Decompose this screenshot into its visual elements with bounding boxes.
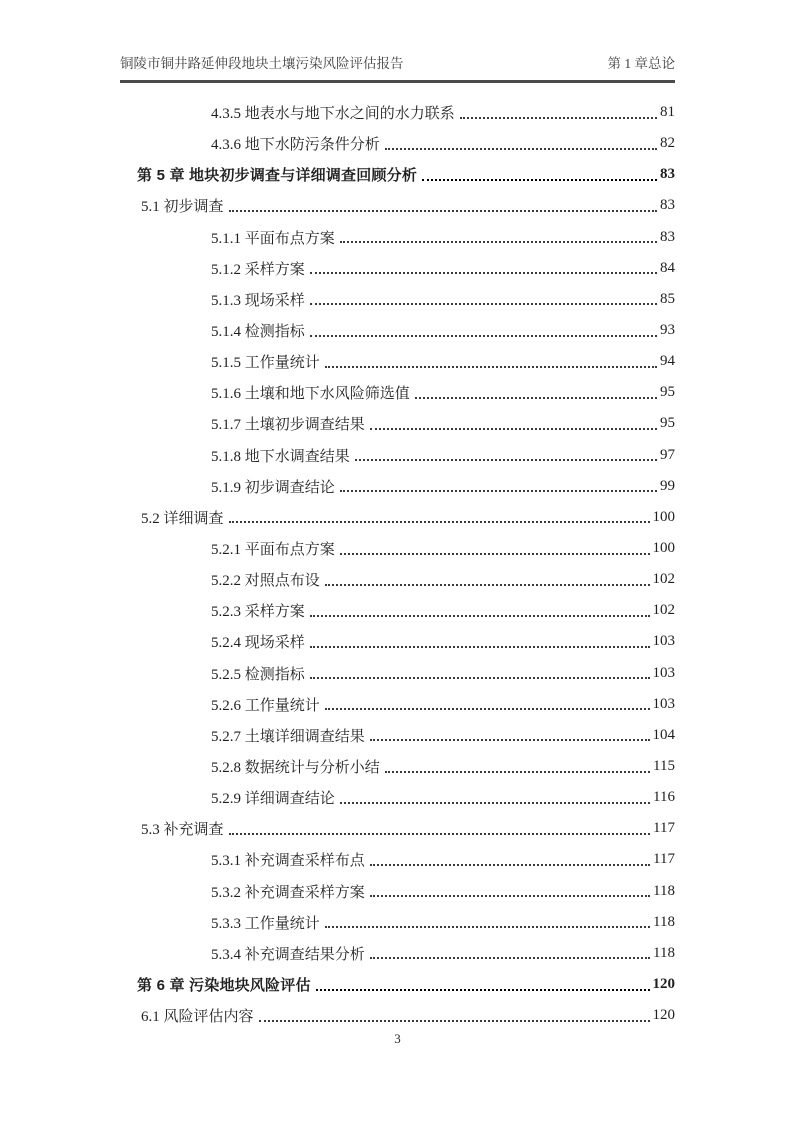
toc-entry-label: 5.1.3 现场采样 <box>211 292 305 309</box>
toc-entry[interactable] <box>120 626 675 657</box>
dot-leader <box>229 210 657 212</box>
toc-entry-label: 5.1.8 地下水调查结果 <box>211 448 350 465</box>
toc-entry-label: 5.2.2 对照点布设 <box>211 573 320 590</box>
toc-entry-label: 5.2.6 工作量统计 <box>211 697 320 714</box>
toc-entry[interactable] <box>120 253 675 284</box>
toc-entry-label: 第 6 章 污染地块风险评估 <box>137 977 311 994</box>
dot-leader <box>229 833 651 835</box>
toc-entry-page: 103 <box>652 664 675 681</box>
dot-leader <box>340 490 657 492</box>
dot-leader <box>310 335 657 337</box>
toc-entry[interactable] <box>120 813 675 844</box>
dot-leader <box>460 117 657 119</box>
toc-entry-label: 5.2.7 土壤详细调查结果 <box>211 728 365 745</box>
toc-entry[interactable] <box>120 408 675 439</box>
toc-entry-page: 102 <box>652 602 675 619</box>
toc-entry-page: 94 <box>660 353 675 370</box>
dot-leader <box>340 802 650 804</box>
dot-leader <box>385 771 650 773</box>
table-of-contents <box>120 97 675 1031</box>
dot-leader <box>370 428 657 430</box>
dot-leader <box>325 926 650 928</box>
page-footer <box>120 1031 675 1047</box>
toc-entry-page: 83 <box>660 228 675 245</box>
toc-entry-page: 84 <box>660 259 675 276</box>
dot-leader <box>370 895 650 897</box>
toc-entry-label: 5.2 详细调查 <box>141 510 224 527</box>
header-doc-title: 铜陵市铜井路延伸段地块土壤污染风险评估报告 <box>120 56 404 71</box>
dot-leader <box>310 272 657 274</box>
toc-entry[interactable] <box>120 159 675 190</box>
toc-entry-label: 5.1.6 土壤和地下水风险筛选值 <box>211 386 410 403</box>
toc-entry-label: 5.3.1 补充调查采样布点 <box>211 853 365 870</box>
toc-entry-page: 118 <box>653 882 675 899</box>
dot-leader <box>310 615 650 617</box>
toc-entry[interactable] <box>120 128 675 159</box>
toc-entry[interactable] <box>120 440 675 471</box>
dot-leader <box>229 521 650 523</box>
dot-leader <box>370 864 650 866</box>
toc-entry-page: 120 <box>652 1007 675 1024</box>
toc-entry-label: 5.2.4 现场采样 <box>211 635 305 652</box>
toc-entry-label: 5.3.4 补充调查结果分析 <box>211 946 365 963</box>
page-number: 3 <box>394 1031 401 1046</box>
dot-leader <box>325 708 650 710</box>
toc-entry-page: 100 <box>652 508 675 525</box>
toc-entry-label: 5.1.1 平面布点方案 <box>211 230 335 247</box>
toc-entry[interactable] <box>120 564 675 595</box>
toc-entry-label: 5.2.8 数据统计与分析小结 <box>211 760 380 777</box>
toc-entry-page: 118 <box>653 913 675 930</box>
dot-leader <box>340 241 657 243</box>
toc-entry[interactable] <box>120 720 675 751</box>
toc-entry[interactable] <box>120 190 675 221</box>
toc-entry-page: 104 <box>652 726 675 743</box>
dot-leader <box>370 957 650 959</box>
toc-entry-page: 82 <box>660 135 675 152</box>
toc-entry-page: 93 <box>660 322 675 339</box>
toc-entry-label: 6.1 风险评估内容 <box>141 1009 254 1026</box>
toc-entry[interactable] <box>120 222 675 253</box>
toc-entry-label: 5.2.9 详细调查结论 <box>211 791 335 808</box>
toc-entry-page: 85 <box>660 290 675 307</box>
toc-entry[interactable] <box>120 471 675 502</box>
toc-entry-label: 5.1.7 土壤初步调查结果 <box>211 417 365 434</box>
toc-entry-label: 4.3.6 地下水防污条件分析 <box>211 137 380 154</box>
toc-entry-label: 第 5 章 地块初步调查与详细调查回顾分析 <box>137 167 418 185</box>
toc-entry-label: 5.1 初步调查 <box>141 199 224 216</box>
toc-entry-page: 102 <box>652 571 675 588</box>
toc-entry[interactable] <box>120 1000 675 1031</box>
toc-entry-page: 81 <box>660 104 675 121</box>
dot-leader <box>310 303 657 305</box>
toc-entry-label: 5.3 补充调查 <box>141 822 224 839</box>
dot-leader <box>415 397 657 399</box>
toc-entry-page: 99 <box>660 477 675 494</box>
toc-entry-label: 4.3.5 地表水与地下水之间的水力联系 <box>211 106 455 123</box>
toc-entry-page: 97 <box>660 446 675 463</box>
toc-entry-page: 100 <box>652 540 675 557</box>
toc-entry-page: 95 <box>660 384 675 401</box>
toc-entry-page: 103 <box>652 695 675 712</box>
toc-entry[interactable] <box>120 782 675 813</box>
toc-entry-page: 118 <box>653 944 675 961</box>
toc-entry-label: 5.1.2 采样方案 <box>211 261 305 278</box>
toc-entry[interactable] <box>120 284 675 315</box>
toc-entry-label: 5.2.3 采样方案 <box>211 604 305 621</box>
toc-entry-page: 116 <box>653 789 675 806</box>
toc-entry-page: 83 <box>660 166 675 183</box>
dot-leader <box>355 459 657 461</box>
header-chapter-label: 第 1 章总论 <box>607 56 675 71</box>
toc-entry-page: 115 <box>653 758 675 775</box>
dot-leader <box>325 366 657 368</box>
toc-entry[interactable] <box>120 658 675 689</box>
toc-entry-label: 5.2.1 平面布点方案 <box>211 542 335 559</box>
toc-entry-page: 83 <box>660 197 675 214</box>
toc-entry[interactable] <box>120 938 675 969</box>
toc-entry-label: 5.1.4 检测指标 <box>211 324 305 341</box>
toc-entry[interactable] <box>120 533 675 564</box>
toc-entry[interactable] <box>120 97 675 128</box>
dot-leader <box>385 148 657 150</box>
dot-leader <box>310 646 650 648</box>
toc-entry[interactable] <box>120 377 675 408</box>
toc-entry[interactable] <box>120 315 675 346</box>
toc-entry-label: 5.2.5 检测指标 <box>211 666 305 683</box>
header-rule <box>120 80 675 83</box>
toc-entry[interactable] <box>120 751 675 782</box>
dot-leader <box>325 584 650 586</box>
toc-entry[interactable] <box>120 907 675 938</box>
toc-entry-page: 95 <box>660 415 675 432</box>
dot-leader <box>370 739 650 741</box>
toc-entry-label: 5.1.5 工作量统计 <box>211 355 320 372</box>
toc-entry-page: 103 <box>652 633 675 650</box>
page-header <box>120 52 675 83</box>
toc-entry[interactable] <box>120 346 675 377</box>
toc-entry[interactable] <box>120 844 675 875</box>
toc-entry[interactable] <box>120 969 675 1000</box>
dot-leader <box>310 677 650 679</box>
toc-entry-page: 117 <box>653 851 675 868</box>
toc-entry[interactable] <box>120 876 675 907</box>
toc-entry-label: 5.1.9 初步调查结论 <box>211 479 335 496</box>
toc-entry-label: 5.3.3 工作量统计 <box>211 915 320 932</box>
dot-leader <box>422 179 657 181</box>
toc-entry-page: 117 <box>653 820 675 837</box>
toc-entry-page: 120 <box>652 976 675 992</box>
toc-entry[interactable] <box>120 689 675 720</box>
dot-leader <box>259 1020 650 1022</box>
toc-entry[interactable] <box>120 502 675 533</box>
dot-leader <box>340 553 650 555</box>
dot-leader <box>316 989 650 991</box>
toc-entry-label: 5.3.2 补充调查采样方案 <box>211 884 365 901</box>
toc-entry[interactable] <box>120 595 675 626</box>
